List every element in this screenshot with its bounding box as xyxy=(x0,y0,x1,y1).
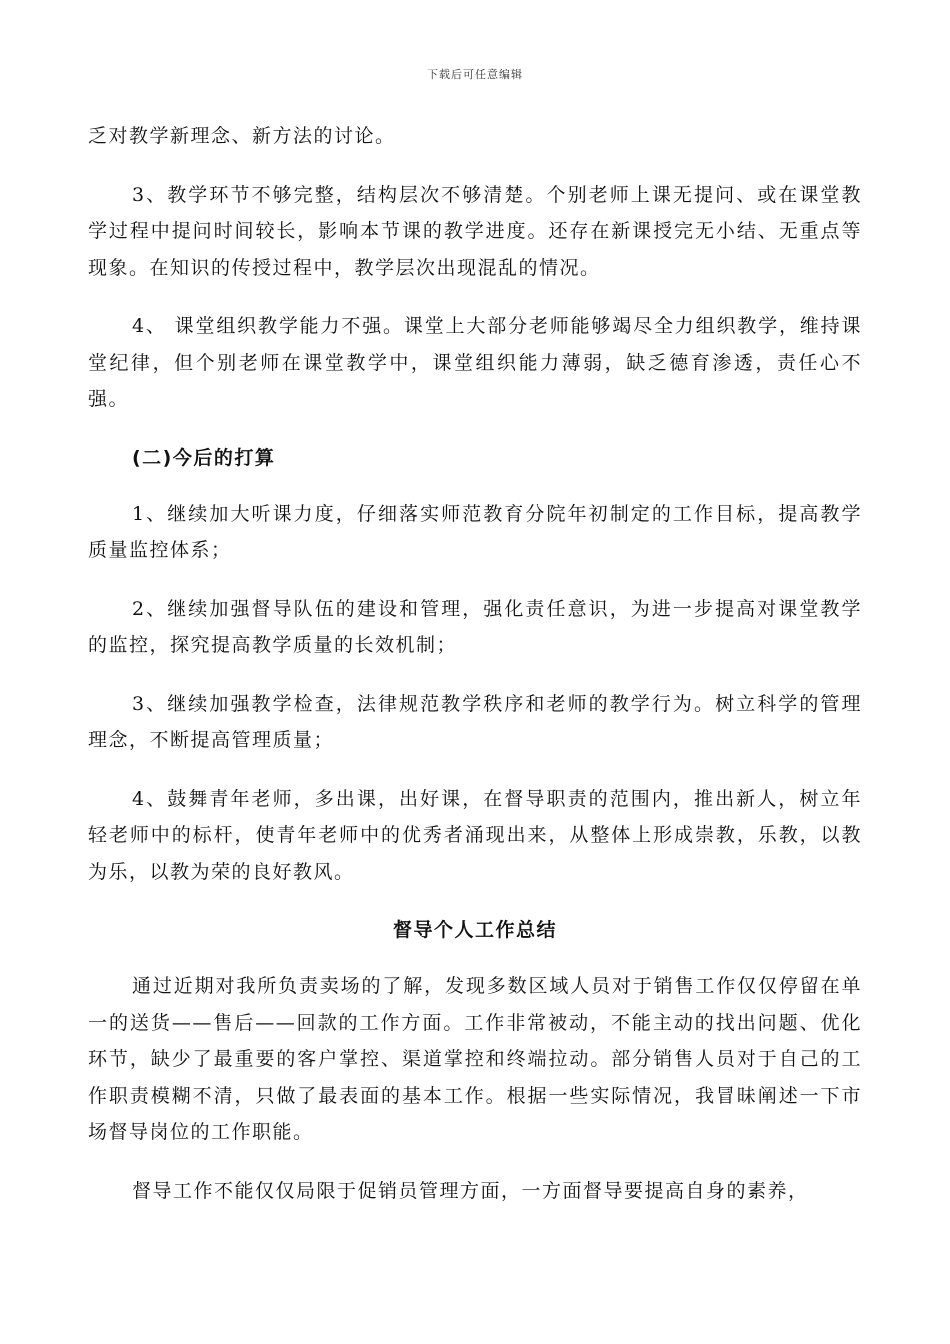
plan-item-4: 4、鼓舞青年老师，多出课，出好课，在督导职责的范围内，推出新人，树立年轻老师中的标杆，使青年老师中的优秀者涌现出来，从整体上形成崇教，乐教，以教为乐，以教为荣的良好教风。 xyxy=(88,787,862,883)
document-body xyxy=(88,118,862,1209)
summary-paragraph-2: 督导工作不能仅仅局限于促销员管理方面，一方面督导要提高自身的素养， xyxy=(132,1179,809,1202)
summary-paragraph-1: 通过近期对我所负责卖场的了解，发现多数区域人员对于销售工作仅仅停留在单一的送货——售后——回款的工作方面。工作非常被动，不能主动的找出问题、优化环节，缺少了最重要的客户掌控、渠道掌控和终端拉动。部分销售人员对于自己的工作职责模糊不清，只做了最表面的基本工作。根据一些实际情况，我冒昧阐述一下市场督导岗位的工作职能。 xyxy=(88,975,862,1143)
document-title: 督导个人工作总结 xyxy=(392,919,557,941)
section-heading-plans: (二)今后的打算 xyxy=(132,446,276,469)
plan-item-1: 1、继续加大听课力度，仔细落实师范教育分院年初制定的工作目标，提高教学质量监控体系； xyxy=(88,502,862,561)
paragraph-continuation: 乏对教学新理念、新方法的讨论。 xyxy=(88,125,396,147)
paragraph-issue-4: 4、 课堂组织教学能力不强。课堂上大部分老师能够竭尽全力组织教学，维持课堂纪律，但个别老师在课堂教学中，课堂组织能力薄弱，缺乏德育渗透，责任心不强。 xyxy=(88,315,862,410)
plan-item-2: 2、继续加强督导队伍的建设和管理，强化责任意识，为进一步提高对课堂教学的监控，探究提高教学质量的长效机制； xyxy=(88,597,862,656)
paragraph-issue-3: 3、教学环节不够完整，结构层次不够清楚。个别老师上课无提问、或在课堂教学过程中提问时间较长，影响本节课的教学进度。还存在新课授完无小结、无重点等现象。在知识的传授过程中，教学层次出现混乱的情况。 xyxy=(88,183,862,279)
plan-item-3: 3、继续加强教学检查，法律规范教学秩序和老师的教学行为。树立科学的管理理念，不断提高管理质量； xyxy=(88,692,862,751)
header-note: 下载后可任意编辑 xyxy=(427,68,523,81)
